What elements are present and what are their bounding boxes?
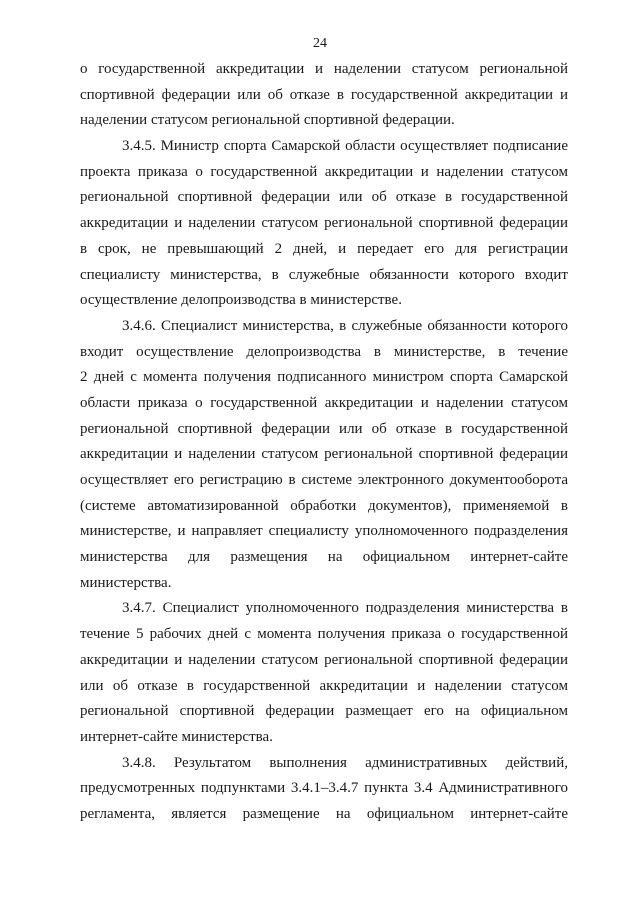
text-line: министерства. xyxy=(80,574,172,591)
text-line: проекта приказа о государственной аккредитации и наделении статусом xyxy=(80,163,568,180)
text-line: аккредитации и наделении статусом региональной спортивной федерации xyxy=(80,215,568,232)
text-line: специалисту министерства, в служебные обязанности которого входит xyxy=(80,266,568,283)
text-line: (системе автоматизированной обработки документов), применяемой в xyxy=(80,497,568,514)
text-line: аккредитации и наделении статусом региональной спортивной федерации xyxy=(80,651,568,668)
text-line: течение 5 рабочих дней с момента получения приказа о государственной xyxy=(80,626,568,643)
text-line: области приказа о государственной аккредитации и наделении статусом xyxy=(80,394,568,411)
text-line: в срок, не превышающий 2 дней, и передает его для регистрации xyxy=(80,240,568,257)
text-line: региональной спортивной федерации или об отказе в государственной xyxy=(80,420,568,437)
text-line: аккредитации и наделении статусом региональной спортивной федерации xyxy=(80,446,568,463)
paragraph-3-4-8 xyxy=(80,751,568,828)
page-number: 24 xyxy=(313,36,327,51)
text-line: 3.4.6. Специалист министерства, в служебные обязанности которого xyxy=(122,317,568,334)
text-line: спортивной федерации или об отказе в государственной аккредитации и xyxy=(80,86,568,103)
text-line: 3.4.5. Министр спорта Самарской области осуществляет подписание xyxy=(122,138,568,155)
paragraph-3-4-7 xyxy=(80,596,568,750)
text-line: региональной спортивной федерации размещает его на официальном xyxy=(80,703,568,720)
text-line: осуществляет его регистрацию в системе электронного документооборота xyxy=(80,472,568,488)
text-line: осуществление делопроизводства в министерстве. xyxy=(80,292,402,309)
text-line: о государственной аккредитации и наделении статусом региональной xyxy=(80,61,568,77)
text-line: 2 дней с момента получения подписанного министром спорта Самарской xyxy=(80,369,568,386)
text-line: 3.4.7. Специалист уполномоченного подразделения министерства в xyxy=(122,600,568,617)
text-line: министерстве, и направляет специалисту уполномоченного подразделения xyxy=(80,523,568,540)
text-line: входит осуществление делопроизводства в министерстве, в течение xyxy=(80,343,568,360)
text-line: региональной спортивной федерации или об отказе в государственной xyxy=(80,189,568,206)
text-line: или об отказе в государственной аккредитации и наделении статусом xyxy=(80,677,568,694)
text-line: предусмотренных подпунктами 3.4.1–3.4.7 пункта 3.4 Административного xyxy=(80,780,568,797)
text-line: регламента, является размещение на официальном интернет-сайте xyxy=(80,805,568,822)
paragraph-3-4-5 xyxy=(80,134,568,314)
text-line: интернет-сайте министерства. xyxy=(80,728,273,745)
text-line: 3.4.8. Результатом выполнения административных действий, xyxy=(122,754,568,771)
document-body xyxy=(80,57,568,828)
text-line: министерства для размещения на официальном интернет-сайте xyxy=(80,549,568,566)
text-line: наделении статусом региональной спортивной федерации. xyxy=(80,112,455,129)
paragraph-continuation xyxy=(80,57,568,134)
paragraph-3-4-6 xyxy=(80,314,568,597)
